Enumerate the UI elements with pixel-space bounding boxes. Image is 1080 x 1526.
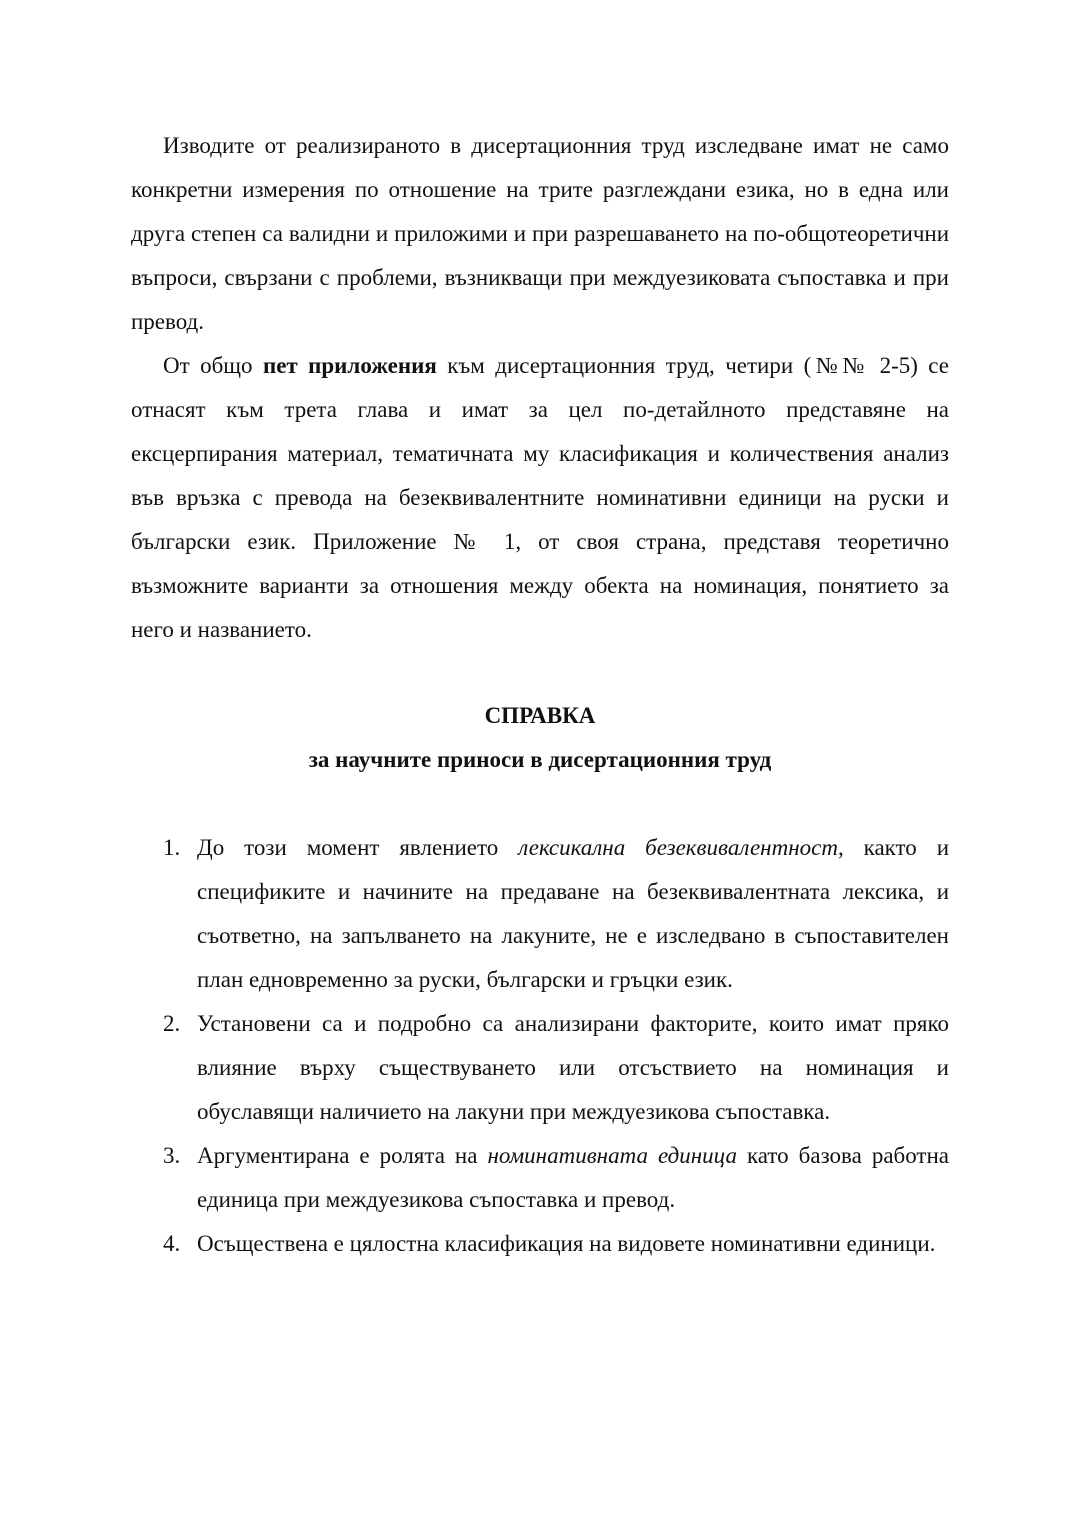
paragraph-appendices: [131, 344, 949, 652]
list-item-text: , както и спецификите и начините на предаване на безеквивалентната лексика, и съответно, на запълването на лакуните, не е изследвано в съпоставителен план едновременно за руски, български и гръцки език.: [197, 835, 950, 992]
heading-title: СПРАВКА: [484, 703, 596, 728]
list-item-text: Осъществена е цялостна класификация на видовете номинативни единици.: [197, 1231, 936, 1256]
list-item: [131, 1002, 949, 1134]
paragraph-appendices-text-2: към дисертационния труд, четири (№№ 2-5) се отнасят към трета глава и имат за цел по-детайлното представяне на ексцерпирания материал, тематичната му класификация и количествения анализ във връзка с превода на безеквивалентните номинативни единици на руски и български език. Приложение № 1, от своя страна, представя теоретично възможните варианти за отношения между обекта на номинация, понятието за него и названието.: [131, 353, 950, 642]
list-item-text: като базова работна единица при междуезикова съпоставка и превод.: [197, 1143, 949, 1212]
list-item-number: 1.: [163, 835, 181, 860]
contributions-list: [131, 826, 949, 1266]
list-item-number: 3.: [163, 1143, 181, 1168]
heading-subtitle: за научните приноси в дисертационния труд: [308, 747, 772, 772]
list-item-text: Аргументирана е ролята на: [197, 1143, 488, 1168]
paragraph-appendices-text-1: От общо: [163, 353, 263, 378]
list-item: [131, 1222, 949, 1266]
list-item-italic: номинативната единица: [487, 1143, 737, 1168]
list-item: [131, 826, 949, 1002]
paragraph-appendices-bold: пет приложения: [262, 353, 437, 378]
list-item-text: До този момент явлението: [197, 835, 519, 860]
list-item-text: Установени са и подробно са анализирани факторите, които имат пряко влияние върху съществуването или отсъствието на номинация и обуславящи наличието на лакуни при междуезикова съпоставка.: [197, 1011, 949, 1124]
list-item-number: 4.: [163, 1231, 181, 1256]
document-page: [131, 124, 949, 1266]
contributions-heading: [131, 694, 949, 782]
list-item: [131, 1134, 949, 1222]
list-item-number: 2.: [163, 1011, 181, 1036]
paragraph-conclusions: Изводите от реализираното в дисертационния труд изследване имат не само конкретни измерения по отношение на трите разглеждани езика, но в една или друга степен са валидни и приложими и при разрешаването на по-общотеоретични въпроси, свързани с проблеми, възникващи при междуезиковата съпоставка и при превод.: [131, 133, 949, 334]
list-item-italic: лексикална безеквивалентност: [518, 835, 838, 860]
